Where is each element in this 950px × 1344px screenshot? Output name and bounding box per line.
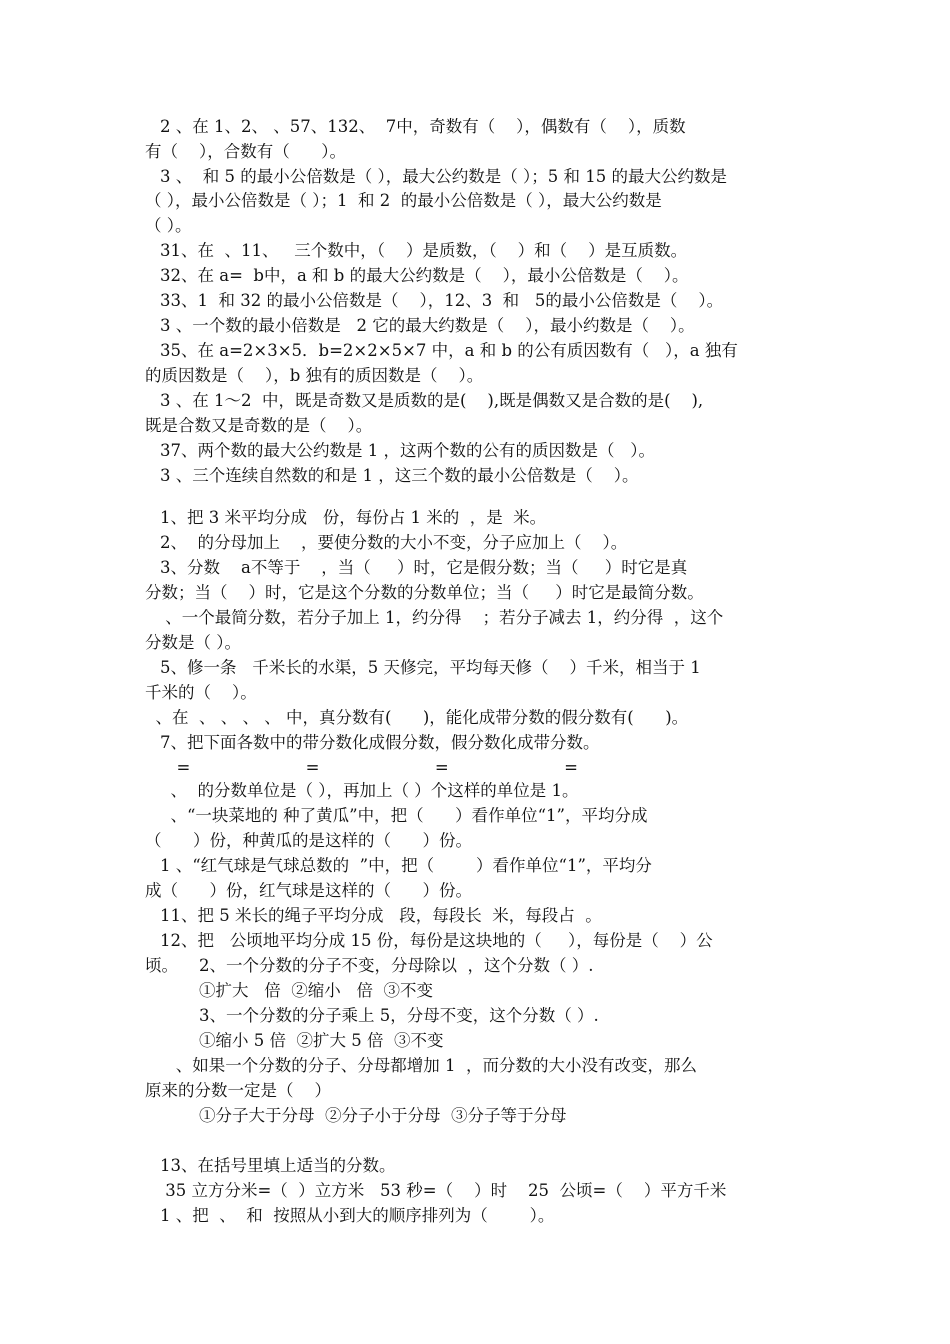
text-line: （ ）份，种黄瓜的是这样的（ ）份。 bbox=[145, 831, 472, 850]
text-line: 有（ ），合数有（ ）。 bbox=[145, 142, 346, 161]
text-line: 1 、把 、 和 按照从小到大的顺序排列为（ ）。 bbox=[160, 1206, 555, 1225]
text-line: 、一个最简分数，若分子加上 1，约分得 ；若分子减去 1，约分得 ，这个 bbox=[160, 608, 724, 627]
text-line: 3 、 和 5 的最小公倍数是（ ），最大公约数是（ ）；5 和 15 的最大公约数是 bbox=[160, 167, 727, 186]
text-line: 12、把 公顷地平均分成 15 份，每份是这块地的（ ），每份是（ ）公 bbox=[160, 931, 713, 950]
text-line: 2、 的分母加上 ，要使分数的大小不变，分子应加上（ ）。 bbox=[160, 533, 628, 552]
option-line: ①缩小 5 倍 ②扩大 5 倍 ③不变 bbox=[199, 1031, 444, 1050]
text-line: 、在 、 、 、 、 中，真分数有( )，能化成带分数的假分数有( )。 bbox=[145, 708, 689, 727]
text-line: 2 、在 1、2、 、57、132、 7中，奇数有（ ），偶数有（ ），质数 bbox=[160, 117, 686, 136]
text-line: 成（ ）份，红气球是这样的（ ）份。 bbox=[145, 881, 472, 900]
text-line: （ ），最小公倍数是（ ）；1 和 2 的最小公倍数是（ ），最大公约数是 bbox=[145, 191, 662, 210]
text-line: 3 、在 1～2 中，既是奇数又是质数的是( ),既是偶数又是合数的是( ), bbox=[160, 391, 704, 410]
text-line: 3 、一个数的最小倍数是 2 它的最大约数是（ ），最小约数是（ ）。 bbox=[160, 316, 695, 335]
text-line: 、 的分数单位是（ ），再加上（ ）个这样的单位是 1。 bbox=[160, 781, 579, 800]
text-line: 31、在 、11、 三个数中，（ ）是质数，（ ）和（ ）是互质数。 bbox=[160, 241, 688, 260]
text-line: 3、一个分数的分子乘上 5，分母不变，这个分数（ ）. bbox=[199, 1006, 599, 1025]
option-line: ①扩大 倍 ②缩小 倍 ③不变 bbox=[199, 981, 433, 1000]
text-line: （ ）。 bbox=[145, 216, 192, 235]
text-line: 32、在 a= b中，a 和 b 的最大公约数是（ ），最小公倍数是（ ）。 bbox=[160, 266, 689, 285]
text-line: 37、两个数的最大公约数是 1 ，这两个数的公有的质因数是（ ）。 bbox=[160, 441, 655, 460]
text-line: 5、修一条 千米长的水渠，5 天修完，平均每天修（ ）千米，相当于 1 bbox=[160, 658, 701, 677]
text-line: 分数；当（ ）时，它是这个分数的分数单位；当（ ）时它是最简分数。 bbox=[145, 583, 704, 602]
text-line: 11、把 5 米长的绳子平均分成 段，每段长 米，每段占 。 bbox=[160, 906, 602, 925]
text-line: 3、分数 a不等于 ，当（ ）时，它是假分数；当（ ）时它是真 bbox=[160, 558, 688, 577]
text-line: 3 、三个连续自然数的和是 1 ，这三个数的最小公倍数是（ ）。 bbox=[160, 466, 639, 485]
text-line: 既是合数又是奇数的是（ ）。 bbox=[145, 416, 373, 435]
text-line: 1、把 3 米平均分成 份，每份占 1 米的 ，是 米。 bbox=[160, 508, 547, 527]
text-line: 33、1 和 32 的最小公倍数是（ ），12、3 和 5的最小公倍数是（ ）。 bbox=[160, 291, 724, 310]
text-line: 35 立方分米=（ ）立方米 53 秒=（ ）时 25 公顷=（ ）平方千米 bbox=[160, 1181, 727, 1200]
text-line: 35、在 a=2×3×5．b=2×2×5×7 中，a 和 b 的公有质因数有（ ），a 独有 bbox=[160, 341, 738, 360]
text-line: 原来的分数一定是（ ） bbox=[145, 1081, 331, 1100]
text-line: 、“一块菜地的 种了黄瓜”中，把（ ）看作单位“1”，平均分成 bbox=[160, 806, 648, 825]
text-line: 分数是（ ）。 bbox=[145, 633, 241, 652]
text-line: = = = = bbox=[145, 758, 578, 777]
text-line: 、如果一个分数的分子、分母都增加 1 ，而分数的大小没有改变，那么 bbox=[160, 1056, 697, 1075]
option-line: ①分子大于分母 ②分子小于分母 ③分子等于分母 bbox=[199, 1106, 567, 1125]
text-line: 顷。 2、一个分数的分子不变，分母除以 ，这个分数（ ）. bbox=[145, 956, 594, 975]
text-line: 1 、“红气球是气球总数的 ”中，把（ ）看作单位“1”，平均分 bbox=[160, 856, 652, 875]
text-line: 千米的（ ）。 bbox=[145, 683, 257, 702]
text-line: 7、把下面各数中的带分数化成假分数，假分数化成带分数。 bbox=[160, 733, 600, 752]
text-line: 13、在括号里填上适当的分数。 bbox=[160, 1156, 396, 1175]
text-line: 的质因数是（ ），b 独有的质因数是（ ）。 bbox=[145, 366, 484, 385]
